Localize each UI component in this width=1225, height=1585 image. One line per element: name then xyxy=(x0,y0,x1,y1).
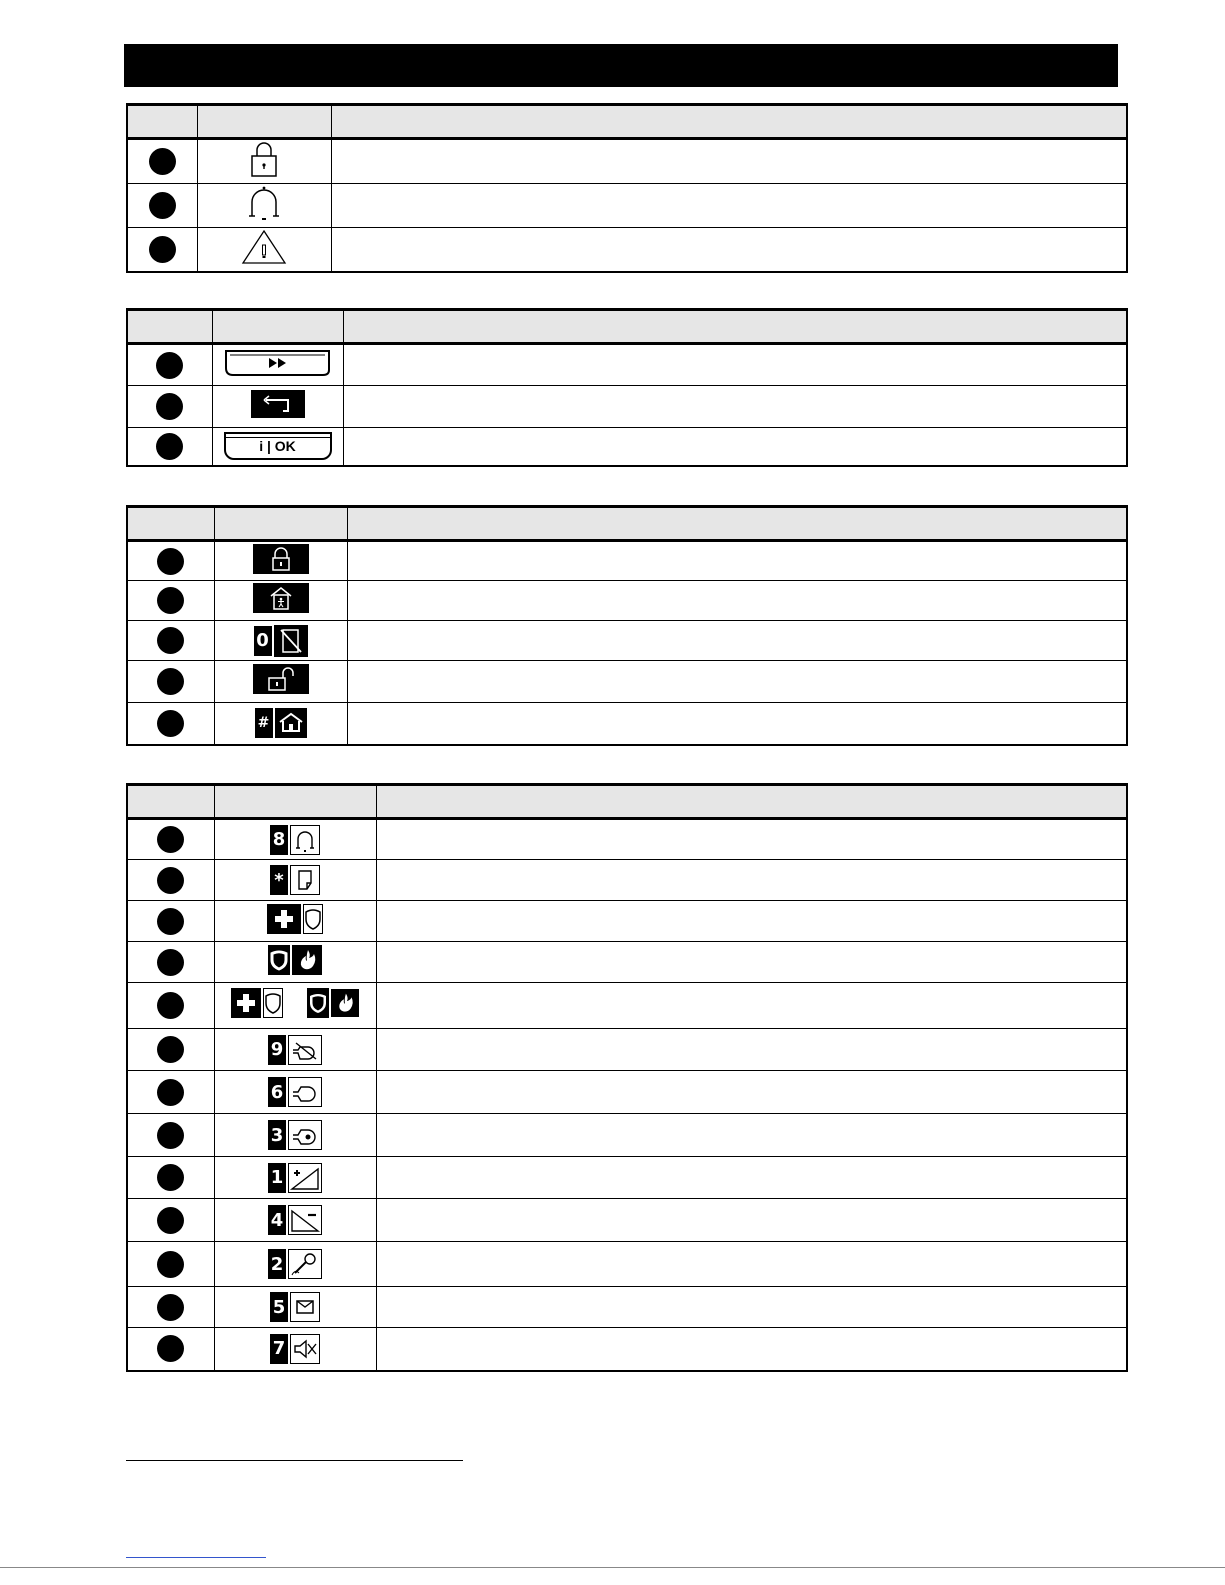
lights-key[interactable] xyxy=(268,1077,322,1107)
col-header-function xyxy=(343,310,1127,344)
bullet-icon xyxy=(157,1335,184,1362)
bullet-icon xyxy=(157,949,184,976)
home-instant-key[interactable] xyxy=(255,708,307,738)
key-digit-6: 6 xyxy=(268,1077,286,1107)
fire-icon xyxy=(331,988,359,1018)
table-row[interactable] xyxy=(127,386,1127,428)
ok-button-icon[interactable] xyxy=(224,432,332,460)
table-row[interactable] xyxy=(127,1287,1127,1328)
function-keys-table xyxy=(126,783,1128,1372)
back-button-icon[interactable] xyxy=(250,389,306,419)
table-row[interactable] xyxy=(127,1242,1127,1287)
bullet-icon xyxy=(157,587,184,614)
lights-off-icon xyxy=(288,1035,322,1065)
col-header-function xyxy=(376,785,1127,819)
col-header-no xyxy=(127,507,214,541)
key-digit-3: 3 xyxy=(268,1120,286,1150)
table-row[interactable] xyxy=(127,901,1127,942)
key-digit-8: 8 xyxy=(270,825,288,855)
table-row[interactable] xyxy=(127,1029,1127,1071)
table-row[interactable] xyxy=(127,942,1127,983)
col-header-icon xyxy=(197,105,331,139)
fire-key[interactable] xyxy=(268,945,322,975)
memory-flag-icon xyxy=(290,865,320,895)
table-row[interactable] xyxy=(127,1157,1127,1199)
medical-cross-icon xyxy=(267,904,301,934)
home-arm-key[interactable] xyxy=(253,583,309,613)
emergency-key[interactable] xyxy=(267,904,323,934)
speaker-mute-icon xyxy=(290,1334,320,1364)
lights-on-key[interactable] xyxy=(268,1120,322,1150)
col-header-icon xyxy=(214,507,347,541)
table-row xyxy=(127,139,1127,184)
section-title-bar xyxy=(124,44,1118,87)
bell-icon xyxy=(290,825,320,855)
table-row[interactable] xyxy=(127,1199,1127,1242)
key-digit-7: 7 xyxy=(270,1334,288,1364)
microphone-icon xyxy=(288,1249,322,1279)
bullet-icon xyxy=(157,1122,184,1149)
col-header-function xyxy=(331,105,1127,139)
col-header-no xyxy=(127,105,197,139)
key-digit-2: 2 xyxy=(268,1249,286,1279)
bullet-icon xyxy=(157,867,184,894)
arming-keys-table xyxy=(126,505,1128,746)
bullet-icon xyxy=(157,1207,184,1234)
key-digit-4: 4 xyxy=(268,1205,286,1235)
table-row xyxy=(127,228,1127,272)
bullet-icon xyxy=(149,236,176,263)
key-digit-9: 9 xyxy=(268,1035,286,1065)
bell-outline-icon xyxy=(247,184,281,222)
bypass-key[interactable] xyxy=(254,625,308,657)
volume-up-icon xyxy=(288,1163,322,1193)
footer-link-underline xyxy=(126,1557,266,1558)
table-row[interactable] xyxy=(127,621,1127,661)
navigation-buttons-table xyxy=(126,308,1128,467)
fire-icon xyxy=(292,945,322,975)
bullet-icon xyxy=(156,393,183,420)
key-digit-hash: # xyxy=(255,708,273,738)
volume-up-key[interactable] xyxy=(268,1163,322,1193)
medical-cross-icon xyxy=(231,988,261,1018)
shield-icon xyxy=(268,945,290,975)
col-header-icon xyxy=(212,310,343,344)
bullet-icon xyxy=(157,710,184,737)
shield-icon xyxy=(303,904,323,934)
bullet-icon xyxy=(149,148,176,175)
table-row[interactable] xyxy=(127,819,1127,860)
table-row xyxy=(127,184,1127,228)
bullet-icon xyxy=(149,192,176,219)
volume-down-icon xyxy=(288,1205,322,1235)
table-row[interactable] xyxy=(127,1328,1127,1371)
bullet-icon xyxy=(157,992,184,1019)
lights-off-key[interactable] xyxy=(268,1035,322,1065)
instant-arm-key[interactable] xyxy=(253,664,309,694)
col-header-icon xyxy=(214,785,376,819)
table-row[interactable] xyxy=(127,983,1127,1029)
table-row[interactable] xyxy=(127,703,1127,745)
envelope-icon xyxy=(290,1292,320,1322)
message-key[interactable] xyxy=(270,1292,320,1322)
table-row[interactable] xyxy=(127,541,1127,581)
key-digit-0: 0 xyxy=(254,626,272,656)
table-row[interactable] xyxy=(127,860,1127,901)
key-digit-star: * xyxy=(270,865,288,895)
col-header-no xyxy=(127,785,214,819)
emergency-or-fire-keys[interactable] xyxy=(231,988,359,1018)
memory-key[interactable] xyxy=(270,865,320,895)
footnote-separator xyxy=(126,1460,463,1461)
indicator-table xyxy=(126,103,1128,273)
unlock-outline-icon xyxy=(249,140,279,178)
table-row[interactable] xyxy=(127,428,1127,466)
volume-down-key[interactable] xyxy=(268,1205,322,1235)
home-icon xyxy=(275,708,307,738)
disarm-key[interactable] xyxy=(253,544,309,574)
lights-on-icon xyxy=(288,1120,322,1150)
table-row[interactable] xyxy=(127,661,1127,703)
record-key[interactable] xyxy=(268,1249,322,1279)
warning-triangle-icon xyxy=(241,229,287,265)
col-header-no xyxy=(127,310,212,344)
ok-button-label: i | OK xyxy=(259,438,296,455)
bypass-door-icon xyxy=(274,625,308,657)
bullet-icon xyxy=(157,1251,184,1278)
key-digit-5: 5 xyxy=(270,1292,288,1322)
bullet-icon xyxy=(157,826,184,853)
light-bulb-icon xyxy=(288,1077,322,1107)
bullet-icon xyxy=(157,548,184,575)
table-row[interactable] xyxy=(127,1114,1127,1157)
bullet-icon xyxy=(157,1294,184,1321)
bullet-icon xyxy=(157,1164,184,1191)
page-bottom-rule xyxy=(0,1567,1225,1568)
bullet-icon xyxy=(157,1079,184,1106)
bullet-icon xyxy=(156,352,183,379)
chime-key[interactable] xyxy=(270,825,320,855)
shield-icon xyxy=(263,988,283,1018)
bullet-icon xyxy=(156,433,183,460)
col-header-function xyxy=(347,507,1127,541)
table-row[interactable] xyxy=(127,581,1127,621)
forward-button-icon[interactable] xyxy=(223,348,333,378)
shield-icon xyxy=(307,988,329,1018)
table-row[interactable] xyxy=(127,1071,1127,1114)
bullet-icon xyxy=(157,627,184,654)
mute-key[interactable] xyxy=(270,1334,320,1364)
key-digit-1: 1 xyxy=(268,1163,286,1193)
bullet-icon xyxy=(157,1036,184,1063)
bullet-icon xyxy=(157,668,184,695)
table-row[interactable] xyxy=(127,344,1127,386)
bullet-icon xyxy=(157,908,184,935)
